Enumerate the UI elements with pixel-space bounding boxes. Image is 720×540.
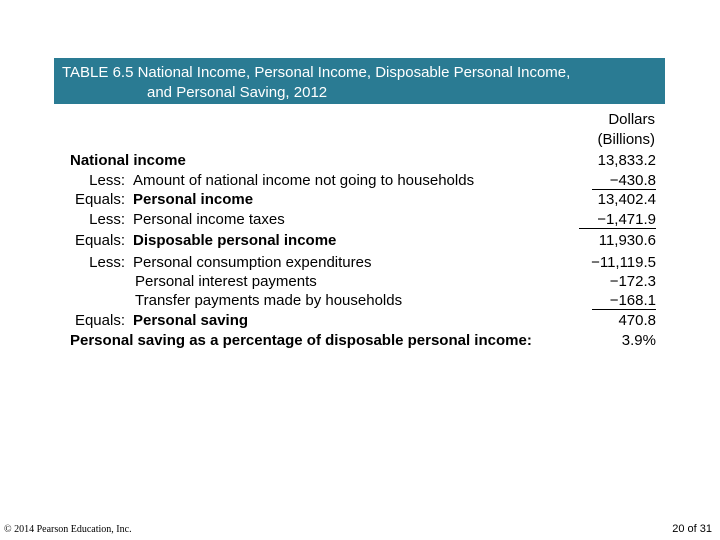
row-value: −11,119.5 xyxy=(591,254,656,271)
table-row xyxy=(0,312,720,332)
row-value: 3.9% xyxy=(621,332,656,349)
row-label: Personal consumption expenditures xyxy=(133,254,372,271)
row-prefix: Less: xyxy=(89,211,125,228)
table-row xyxy=(0,292,720,312)
row-value: 11,930.6 xyxy=(598,232,656,249)
table-title-line1: TABLE 6.5 National Income, Personal Income, Disposable Personal Income, xyxy=(62,64,571,81)
row-label: Transfer payments made by households xyxy=(135,292,403,309)
table-row xyxy=(0,191,720,211)
row-label: Amount of national income not going to households xyxy=(133,172,475,189)
table-row xyxy=(0,211,720,231)
table-row xyxy=(0,332,720,352)
row-prefix: Equals: xyxy=(74,232,125,249)
row-value: 13,833.2 xyxy=(597,152,656,169)
table-row xyxy=(0,273,720,293)
row-prefix: Equals: xyxy=(74,312,125,329)
copyright-text: © 2014 Pearson Education, Inc. xyxy=(4,524,132,535)
row-label: Personal income xyxy=(133,191,254,208)
row-label: Personal income taxes xyxy=(133,211,285,228)
row-value: 470.8 xyxy=(618,312,656,329)
row-label: Personal saving xyxy=(133,312,249,329)
table-title-bar xyxy=(54,58,665,104)
row-prefix: Less: xyxy=(89,254,125,271)
row-value: −168.1 xyxy=(592,292,656,310)
table-title-line2: and Personal Saving, 2012 xyxy=(147,84,328,101)
table-row xyxy=(0,172,720,192)
table-row xyxy=(0,232,720,252)
row-label: Personal saving as a percentage of disposable personal income: xyxy=(70,332,532,349)
row-label: Disposable personal income xyxy=(133,232,337,249)
row-prefix: Equals: xyxy=(74,191,125,208)
slide-page-number: 20 of 31 xyxy=(672,523,712,535)
row-value: −1,471.9 xyxy=(579,211,656,229)
row-value: 13,402.4 xyxy=(597,191,656,208)
column-header xyxy=(597,110,655,150)
row-prefix: Less: xyxy=(89,172,125,189)
row-value: −172.3 xyxy=(609,273,656,290)
row-label: National income xyxy=(70,152,186,169)
table-row xyxy=(0,254,720,274)
column-header-line2: (Billions) xyxy=(597,131,655,148)
table-row xyxy=(0,152,720,172)
row-value: −430.8 xyxy=(592,172,656,190)
row-label: Personal interest payments xyxy=(135,273,317,290)
column-header-line1: Dollars xyxy=(608,111,655,128)
